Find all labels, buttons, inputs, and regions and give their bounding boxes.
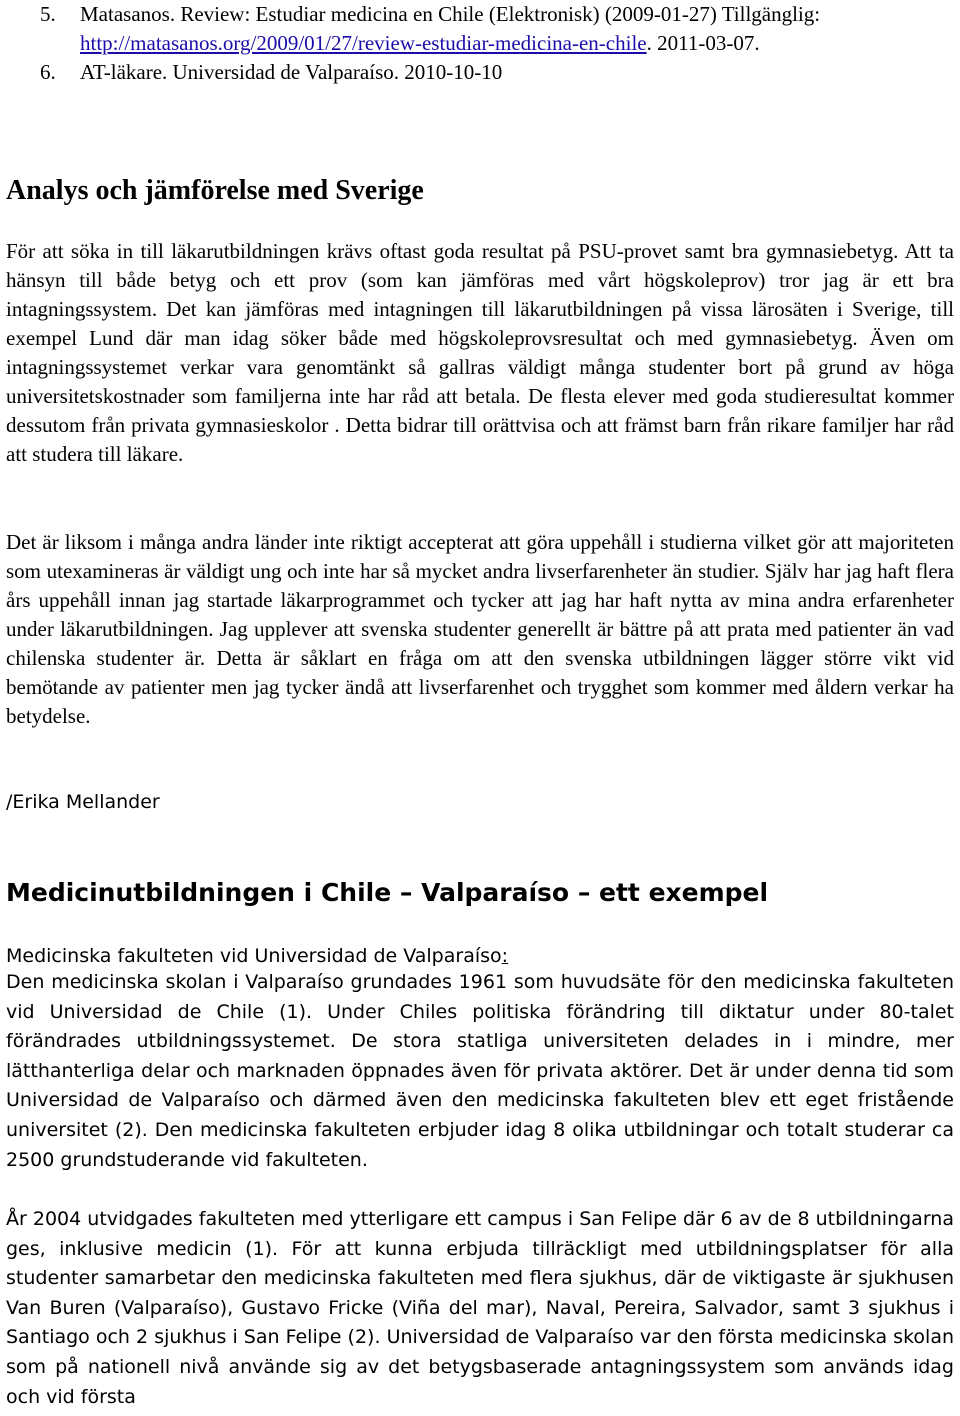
analys-paragraph-2-block [6, 528, 954, 731]
reference-item [40, 58, 940, 87]
reference-list [40, 0, 940, 87]
section-heading-chile: Medicinutbildningen i Chile – Valparaíso – ett exempel [6, 878, 769, 907]
reference-date: . 2011-03-07. [646, 31, 760, 55]
reference-link[interactable]: http://matasanos.org/2009/01/27/review-estudiar-medicina-en-chile [80, 31, 647, 55]
reference-text: Matasanos. Review: Estudiar medicina en Chile (Elektronisk) (2009-01-27) Tillgänglig: [80, 2, 821, 26]
chile-paragraph-2-block [6, 1205, 954, 1412]
chile-paragraph-2: År 2004 utvidgades fakulteten med ytterligare ett campus i San Felipe där 6 av de 8 utbildningarna ges, inklusive medicin (1). För att kunna erbjuda tillräckligt med utbildningsplatser för alla studenter samarbetar den medicinska fakulteten med flera sjukhus, där de viktigaste är sjukhusen Van Buren (Valparaíso), Gustavo Fricke (Viña del mar), Naval, Pereira, Salvador, samt 3 sjukhus i Santiago och 2 sjukhus i San Felipe (2). Universidad de Valparaíso var den första medicinska skolan som på nationell nivå använde sig av det betygsbaserade antagningssystem som används idag och vid första [6, 1208, 954, 1408]
analys-paragraph-1-block [6, 237, 954, 469]
author-signature: /Erika Mellander [6, 791, 160, 813]
analys-heading-block [6, 174, 954, 208]
chile-heading-block [6, 876, 954, 910]
subheading-faculty-text: Medicinska fakulteten vid Universidad de Valparaíso [6, 945, 502, 967]
section-heading-analys: Analys och jämförelse med Sverige [6, 175, 424, 206]
subheading-faculty [6, 942, 954, 971]
analys-paragraph-2: Det är liksom i många andra länder inte riktigt accepterat att göra uppehåll i studierna vilket gör att majoriteten som utexamineras är väldigt ung och inte har så mycket andra livserfarenheter än studier. Själv har jag haft flera års uppehåll innan jag startade läkarprogrammet och tycker att jag har haft nytta av mina andra erfarenheter under läkarutbildningen. Jag upplever att svenska studenter generellt är bättre på att prata med patienter än vad chilenska studenter är. Detta är såklart en fråga om att den svenska utbildningen lägger större vikt vid bemötande av patienter men jag tycker ändå att livserfarenhet och trygghet som kommer med åldern verkar ha betydelse. [6, 530, 954, 728]
chile-subheading-block [6, 942, 954, 971]
reference-text: AT-läkare. Universidad de Valparaíso. 2010-10-10 [80, 60, 503, 84]
chile-paragraph-1-block [6, 968, 954, 1175]
chile-paragraph-1: Den medicinska skolan i Valparaíso grundades 1961 som huvudsäte för den medicinska fakulteten vid Universidad de Chile (1). Under Chiles politiska förändring till diktatur under 80-talet förändrades utbildningssystemet. De stora statliga universiteten delades in i mindre, mer lätthanterliga delar och marknaden öppnades även för privata aktörer. Det är under denna tid som Universidad de Valparaíso och därmed även den medicinska fakulteten blev ett eget fristående universitet (2). Den medicinska fakulteten erbjuder idag 8 olika utbildningar och totalt studerar ca 2500 grundstuderande vid fakulteten. [6, 971, 954, 1171]
reference-number: 6. [40, 60, 56, 84]
subheading-colon: : [501, 945, 509, 967]
reference-item [40, 0, 940, 58]
analys-paragraph-1: För att söka in till läkarutbildningen krävs oftast goda resultat på PSU-provet samt bra gymnasiebetyg. Att ta hänsyn till både betyg och ett prov (som kan jämföras med vårt högskoleprov) tror jag är ett bra intagningssystem. Det kan jämföras med intagningen till läkarutbildningen på vissa lärosäten i Sverige, till exempel Lund där man idag söker både med högskoleprovsresultat och med gymnasiebetyg. Även om intagningssystemet verkar vara genomtänkt så gallras väldigt många studenter bort på grund av höga universitetskostnader som familjerna inte har råd att betala. De flesta elever med goda studieresultat kommer dessutom från privata gymnasieskolor . Detta bidrar till orättvisa och att främst barn från rikare familjer har råd att studera till läkare. [6, 239, 954, 466]
signature-block [6, 788, 954, 818]
reference-number: 5. [40, 2, 56, 26]
